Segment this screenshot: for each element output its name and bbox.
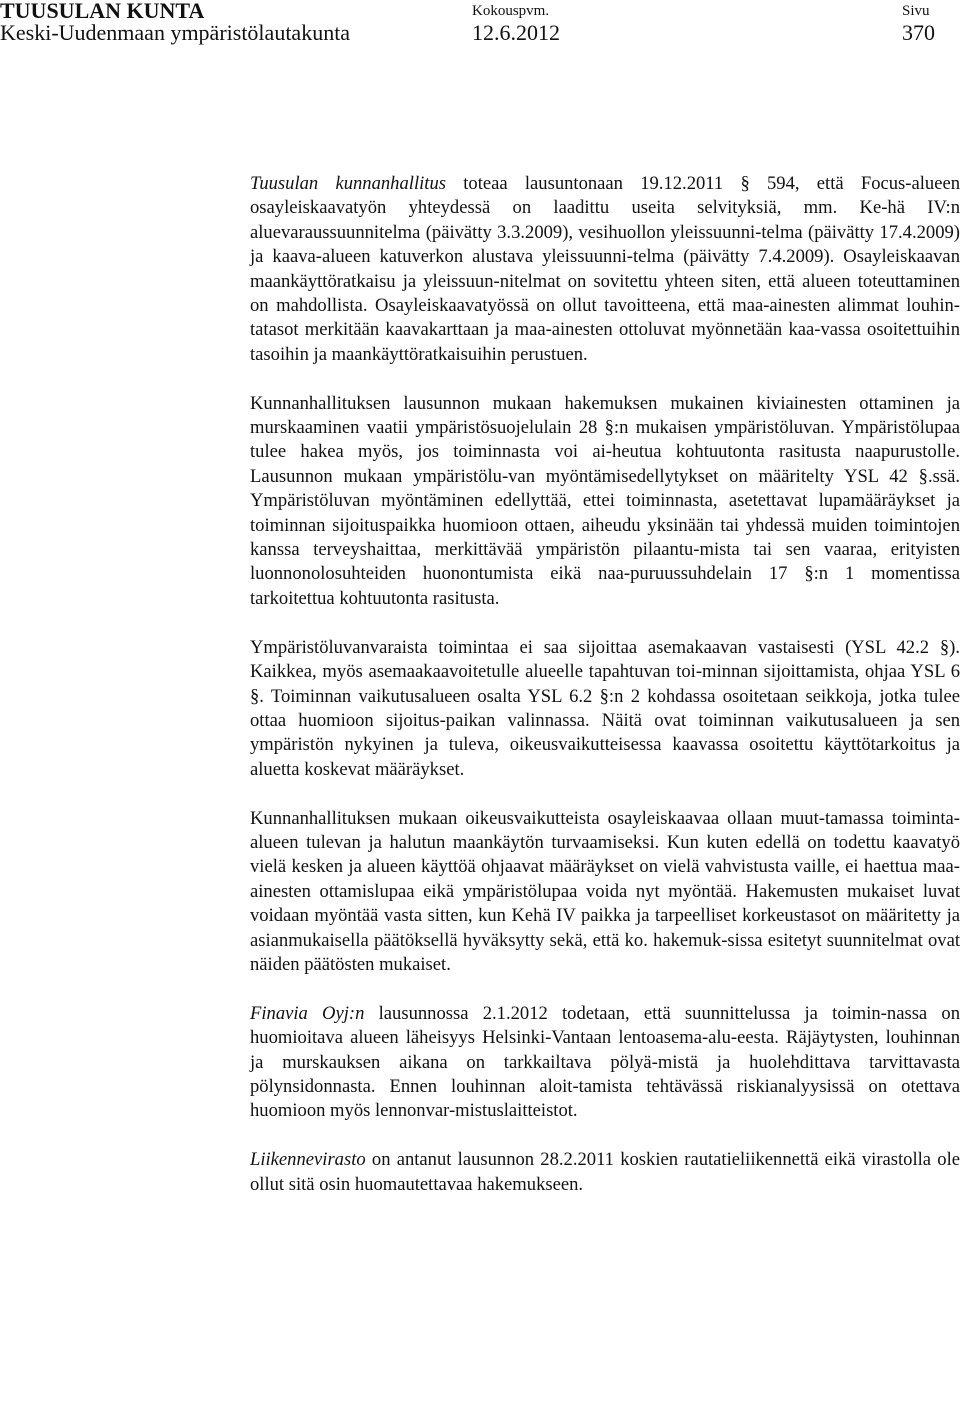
paragraph-lead: Tuusulan kunnanhallitus <box>250 173 446 194</box>
paragraph-text: on antanut lausunnon 28.2.2011 koskien rautatieliikennettä eikä virastolla ole ollut sitä osin huomautettavaa hakemukseen. <box>250 1149 960 1195</box>
paragraph-transport-agency-statement <box>250 1148 960 1197</box>
paragraph-text: Kunnanhallituksen lausunnon mukaan hakemuksen mukainen kiviainesten ottaminen ja murskaaminen vaatii ympäristösuojelulain 28 §:n mukaisen ympäristöluvan. Ympäristölupaa tulee hakea myös, jos toiminnasta voi ai-heutua kohtuutonta rasitusta naapurustolle. Lausunnon mukaan ympäristölu-van myöntämisedellytykset on määritelty YSL 42 §.ssä. Ympäristöluvan myöntäminen edellyttää, ettei toiminnasta, asetettavat lupamääräykset ja toiminnan sijoituspaikka huomioon ottaen, aiheudu yksinään tai yhdessä muiden toimintojen kanssa terveyshaittaa, merkittävää ympäristön pilaantu-mista tai sen vaaraa, erityisten luonnonolosuhteiden huonontumista eikä naa-puruussuhdelain 17 §:n 1 momentissa tarkoitettua kohtuutonta rasitusta. <box>250 392 960 609</box>
board-name: Keski-Uudenmaan ympäristölautakunta <box>0 20 351 45</box>
page-number-label: Sivu <box>902 3 930 19</box>
paragraph-environmental-permit <box>250 392 960 612</box>
page-header <box>0 0 960 60</box>
paragraph-lead: Finavia Oyj:n <box>250 1002 365 1024</box>
paragraph-text: toteaa lausuntonaan 19.12.2011 § 594, että Focus-alueen osayleiskaavatyön yhteydessä on laadittu useita selvityksiä, mm. Ke-hä IV:n aluevaraussuunnitelma (päivätty 3.3.2009), vesihuollon yleissuunni-telma (päivätty 17.4.2009) ja kaava-alueen katuverkon alustava yleissuunni-telma (päivätty 7.4.2009). Osayleiskaavan maankäyttöratkaisu ja yleissuun-nitelmat on sovitettu yhteen siten, että alueen toteuttaminen on mahdollista. Osayleiskaavatyössä on ollut tavoitteena, että maa-ainesten alimmat louhin-tatasot merkitään kaavakarttaan ja maa-ainesten ottoluvat myönnetään kaa-vassa osoitettuihin tasoihin ja maankäyttöratkaisuihin perustuen. <box>250 173 960 365</box>
paragraph-master-plan <box>250 807 960 978</box>
paragraph-permit-location <box>250 636 960 782</box>
paragraph-text: Kunnanhallituksen mukaan oikeusvaikutteista osayleiskaavaa ollaan muut-tamassa toiminta-alueen tulevan ja halutun maankäytön turvaamiseksi. Kun kuten edellä on todettu kaavatyö vielä kesken ja alueen käyttöä ohjaavat määräykset on vielä vahvistusta vaille, ei haettua maa-ainesten ottamislupaa eikä ympäristölupaa voida nyt myöntää. Hakemusten mukaiset luvat voidaan myöntää vasta sitten, kun Kehä IV paikka ja tarpeelliset korkeustasot on määritetty ja asianmukaisella päätöksellä hyväksytty sekä, että ko. hakemuk-sissa esitetyt suunnitelmat ovat näiden päätösten mukaiset. <box>250 807 960 975</box>
meeting-date-label: Kokouspvm. <box>472 3 550 19</box>
organization-name: TUUSULAN KUNTA <box>0 0 205 23</box>
paragraph-lead: Liikennevirasto <box>250 1149 366 1171</box>
paragraph-text: Ympäristöluvanvaraista toimintaa ei saa sijoittaa asemakaavan vastaisesti (YSL 42.2 §). Kaikkea, myös asemaakaavoitetulle alueelle tapahtuvan toi-minnan sijoittamista, ohjaa YSL 6 §. Toiminnan vaikutusalueen osalta YSL 6.2 §:n 2 kohdassa osoitetaan seikkoja, jotka tulee ottaa huomioon sijoitus-paikan valinnassa. Näitä ovat toiminnan vaikutusalueen ja sen ympäristön nykyinen ja tuleva, oikeusvaikutteisessa kaavassa osoitettu käyttötarkoitus ja aluetta koskevat määräykset. <box>250 636 960 780</box>
paragraph-municipal-board-statement <box>250 172 960 367</box>
paragraph-text: lausunnossa 2.1.2012 todetaan, että suunnittelussa ja toimin-nassa on huomioitava alueen läheisyys Helsinki-Vantaan lentoasema-alu-eesta. Räjäytysten, louhinnan ja murskauksen aikana on tarkkailtava pölyä-mistä ja huolehdittava tarvittavasta pölynsidonnasta. Ennen louhinnan aloit-tamista tehtävässä riskianalyysissä on otettava huomioon myös lennonvar-mistuslaitteistot. <box>250 1002 960 1122</box>
meeting-date: 12.6.2012 <box>472 20 560 45</box>
page-number: 370 <box>902 20 935 45</box>
document-body <box>250 172 960 1197</box>
paragraph-finavia-statement <box>250 1002 960 1124</box>
